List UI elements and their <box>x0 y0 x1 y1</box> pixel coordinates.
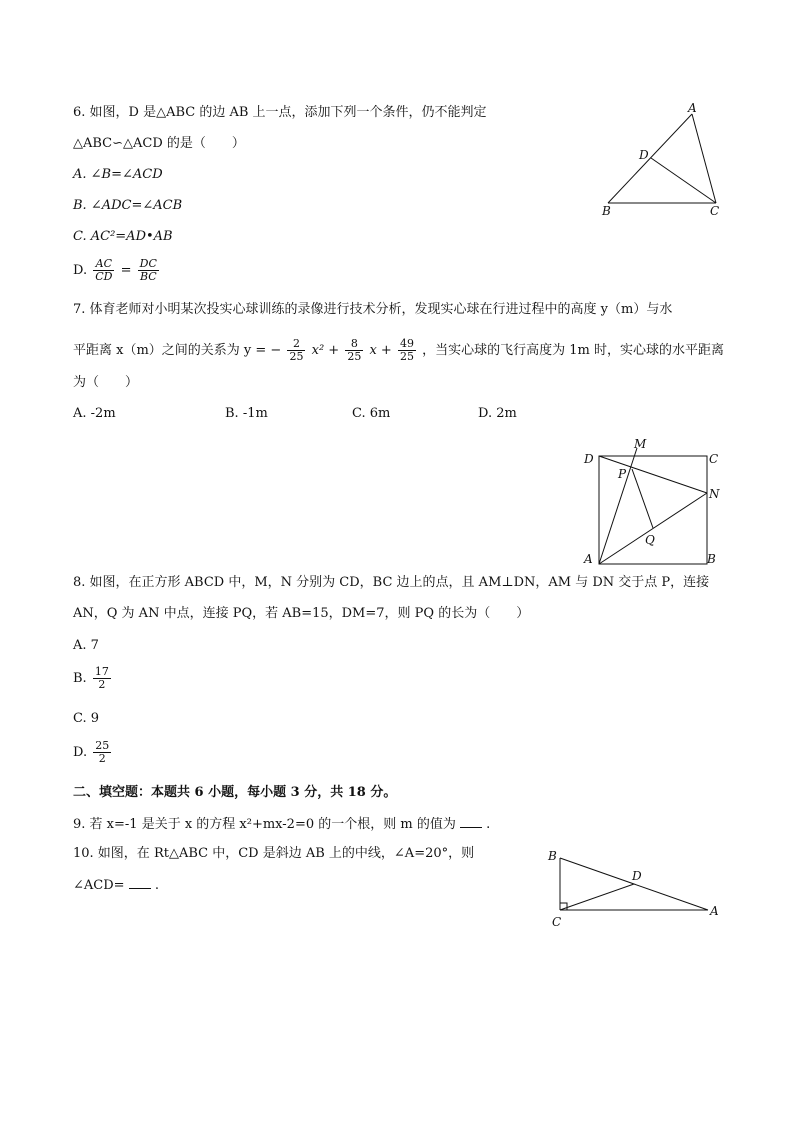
q6-d-num2: DC <box>139 257 157 270</box>
q7-option-d: D. 2m <box>478 406 517 421</box>
q8-line1: 8. 如图，在正方形 ABCD 中，M，N 分别为 CD，BC 边上的点，且 AM⊥DN，AM 与 DN 交于点 P，连接 <box>73 575 710 590</box>
q8-label-p: P <box>618 467 627 481</box>
q7-f1-num: 2 <box>287 338 305 351</box>
q6-stem-line1: 6. 如图，D 是△ABC 的边 AB 上一点，添加下列一个条件，仍不能判定 <box>73 105 487 120</box>
q6-label-d: D <box>639 148 649 162</box>
q8-label-q: Q <box>645 533 655 547</box>
q8-option-a: A. 7 <box>73 638 99 653</box>
q6-option-c: C. AC²=AD•AB <box>73 229 173 244</box>
q7-line1: 7. 体育老师对小明某次投实心球训练的录像进行技术分析，发现实心球在行进过程中的高度 y（m）与水 <box>73 302 673 317</box>
q8-d-num: 25 <box>95 739 110 752</box>
q7-f1-den: 25 <box>289 350 304 363</box>
q6-d-num1: AC <box>93 258 114 271</box>
q7-option-c: C. 6m <box>352 406 391 421</box>
q6-option-d-fraction2 <box>138 258 159 283</box>
q8-option-b <box>73 666 113 691</box>
q9-line <box>73 815 490 833</box>
q7-f3-den: 25 <box>399 350 414 363</box>
q8-square-figure <box>578 436 728 568</box>
q8-label-m: M <box>634 437 647 451</box>
q10-label-a: A <box>710 904 719 918</box>
q10-label-b: B <box>548 849 557 863</box>
q8-b-num: 17 <box>94 665 109 678</box>
q8-option-c: C. 9 <box>73 711 100 726</box>
q6-option-d <box>73 258 161 283</box>
q10-label-d: D <box>632 869 642 883</box>
q6-label-c: C <box>710 204 720 218</box>
q7-line2-prefix: 平距离 x（m）之间的关系为 y = − <box>73 343 282 358</box>
q6-triangle-figure <box>596 100 726 222</box>
q7-fraction3 <box>398 338 416 363</box>
q6-d-den2: BC <box>139 270 157 283</box>
q10-answer-blank[interactable] <box>129 876 151 889</box>
q10-line2 <box>73 876 159 894</box>
q8-b-den: 2 <box>98 678 106 691</box>
q7-option-a: A. -2m <box>73 406 116 421</box>
q6-d-equals: = <box>120 263 132 278</box>
q7-f2-den: 25 <box>347 350 362 363</box>
q9-suffix: . <box>486 817 491 832</box>
q6-option-d-fraction1 <box>93 258 114 283</box>
q8-option-d <box>73 740 113 765</box>
q6-option-b: B. ∠ADC=∠ACB <box>73 198 183 213</box>
q9-prefix: 9. 若 x=-1 是关于 x 的方程 x²+mx-2=0 的一个根，则 m 的值为 <box>73 817 456 832</box>
q6-option-d-prefix: D. <box>73 263 88 278</box>
q7-line3: 为（ ） <box>73 375 139 390</box>
q8-label-n: N <box>709 487 720 501</box>
q10-right-triangle-figure <box>544 844 729 930</box>
q6-d-den1: CD <box>95 270 113 283</box>
q6-option-a: A. ∠B=∠ACD <box>73 167 163 182</box>
q7-mid1: x² + <box>311 343 340 358</box>
q8-option-d-prefix: D. <box>73 745 88 760</box>
q8-label-b: B <box>707 552 716 566</box>
q8-label-a: A <box>584 552 593 566</box>
q6-label-b: B <box>602 204 611 218</box>
q7-fraction1 <box>287 338 305 363</box>
q7-line2-suffix: ，当实心球的飞行高度为 1m 时，实心球的水平距离 <box>422 343 724 358</box>
q7-f3-num: 49 <box>399 337 414 350</box>
q9-answer-blank[interactable] <box>460 815 482 828</box>
q6-stem-line2: △ABC∽△ACD 的是（ ） <box>73 136 245 151</box>
q6-label-a: A <box>688 101 697 115</box>
q8-label-c: C <box>709 452 719 466</box>
q10-line1: 10. 如图，在 Rt△ABC 中，CD 是斜边 AB 上的中线，∠A=20°，则 <box>73 846 475 861</box>
q8-line2: AN，Q 为 AN 中点，连接 PQ，若 AB=15，DM=7，则 PQ 的长为（ ） <box>73 606 530 621</box>
section-heading-fill-in: 二、填空题：本题共 6 小题，每小题 3 分，共 18 分。 <box>73 785 397 800</box>
q7-line2 <box>73 338 724 363</box>
q7-mid2: x + <box>369 343 392 358</box>
q8-option-b-prefix: B. <box>73 671 87 686</box>
q8-d-den: 2 <box>98 752 106 765</box>
q8-label-d: D <box>584 452 594 466</box>
q10-prefix: ∠ACD= <box>73 878 125 893</box>
q7-fraction2 <box>345 338 363 363</box>
q7-f2-num: 8 <box>345 338 363 351</box>
q8-option-d-fraction <box>93 740 111 765</box>
q7-option-b: B. -1m <box>225 406 268 421</box>
q10-suffix: . <box>154 878 159 893</box>
q8-option-b-fraction <box>93 666 111 691</box>
q10-label-c: C <box>552 915 562 929</box>
